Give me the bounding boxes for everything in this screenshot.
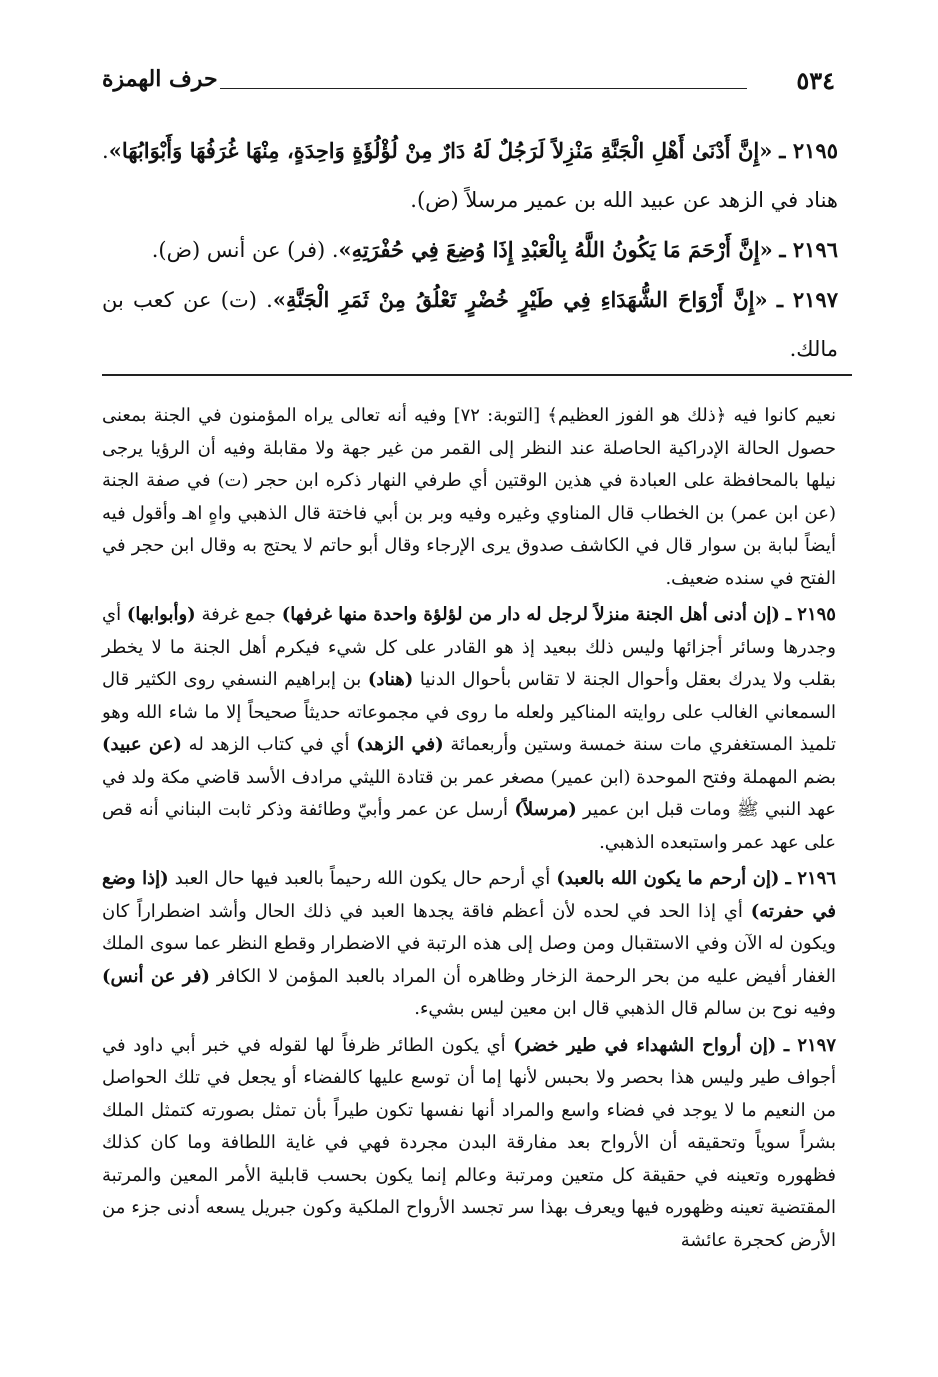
section-separator bbox=[102, 374, 852, 376]
commentary-heading: (إذا وضع في حفرته) bbox=[102, 868, 837, 922]
commentary-text: جمع غرفة bbox=[201, 604, 276, 625]
page-number: ٥٣٤ bbox=[796, 66, 835, 95]
page-header bbox=[102, 66, 835, 100]
hadith-text: «إِنَّ أَدْنَىٰ أَهْلِ الْجَنَّةِ مَنْزِلاً لَرَجُلٌ لَهُ دَارٌ مِنْ لُؤْلُؤَةٍ وَاحِدَةٍ، مِنْهَا غُرَفُهَا وَأَبْوَابُهَا» bbox=[108, 138, 773, 163]
commentary-heading: (إن أرحم ما يكون الله بالعبد) bbox=[556, 868, 780, 889]
hadith-entry bbox=[102, 275, 838, 374]
hadith-source: . (فر) عن أنس (ض). bbox=[151, 238, 339, 262]
commentary-heading: (فر عن أنس) bbox=[102, 965, 210, 987]
commentary-text: أي يكون الطائر ظرفاً لها لقوله في خبر أبي داود في أجواف طير وليس هذا بحصر ولا بحبس لأنها إما أن توسع عليها كالفضاء أو يجعل في تلك الحواصل من النعيم ما لا يوجد في فضاء واسع والمراد أنها نفسها تكون طيراً بأن تمثل بصورته كتمثل الملك بشراً سوياً وتحقيقه أن الأرواح بعد مفارقة البدن مجردة فهي في غاية اللطافة وما كان كذلك فظهوره وتعينه في حقيقة كل متعين ومرتبة وعالم إنما يكون بحسب قابلية الأمر المعين والمرتبة المقتضية تعينه وظهوره فيها ويعرف بهذا سر تجسد الأرواح الملكية وكون جبريل يسعه أدنى جزء من الأرض كحجرة عائشة bbox=[102, 1034, 836, 1251]
commentary-2195 bbox=[102, 599, 836, 859]
commentary-text: أرسل عن عمر وأبيّ وطائفة وذكر ثابت البناني أنه قص على عهد عمر واستبعده الذهبي. bbox=[102, 799, 836, 853]
hadith-number: ٢١٩٦ ـ bbox=[779, 237, 838, 262]
hadith-source: . (ت) عن كعب بن مالك. bbox=[102, 288, 838, 361]
hadith-number: ٢١٩٧ ـ bbox=[776, 287, 838, 312]
commentary-number: ٢١٩٥ ـ bbox=[785, 604, 836, 625]
hadith-text: «إِنَّ أَرْوَاحَ الشُّهَدَاءِ فِي طَيْرٍ خُضْرٍ تَعْلُقُ مِنْ ثَمَرِ الْجَنَّةِ» bbox=[272, 287, 768, 312]
commentary-text: أي وجدرها وسائر أجزائها وليس ذلك ببعيد إذ هو القادر على كل شيء فيكرم أهل الجنة ما لا يخطر بقلب ولا يدرك بعقل وأحوال الجنة لا تقاس بأحوال الدنيا bbox=[102, 604, 836, 690]
chapter-title: حرف الهمزة bbox=[102, 66, 218, 92]
hadith-text: «إِنَّ أَرْحَمَ مَا يَكُونُ اللَّهُ بِالْعَبْدِ إِذَا وُضِعَ فِي حُفْرَتِهِ» bbox=[338, 237, 773, 262]
commentary-2196 bbox=[102, 863, 836, 1026]
commentary-heading: (إن أرواح الشهداء في طير خضر) bbox=[513, 1034, 777, 1056]
hadith-entry bbox=[102, 126, 838, 225]
commentary-heading: (وأبوابها) bbox=[126, 604, 196, 625]
hadith-source: . هناد في الزهد عن عبيد الله بن عمير مرسلاً (ض). bbox=[102, 139, 838, 212]
commentary-heading: (إن أدنى أهل الجنة منزلاً لرجل له دار من لؤلؤة واحدة منها غرفها) bbox=[281, 604, 780, 625]
commentary-text: بضم المهملة وفتح الموحدة (ابن عمير) مصغر عمر بن قتادة الليثي مرادف الأسد قاضي مكة ولد في عهد النبي ﷺ ومات قبل ابن عمير bbox=[102, 766, 836, 820]
hadith-number: ٢١٩٥ ـ bbox=[779, 138, 838, 163]
hadith-text-block bbox=[102, 126, 838, 374]
commentary-2197 bbox=[102, 1030, 836, 1258]
hadith-entry bbox=[102, 225, 838, 275]
commentary-text: أي أرحم حال يكون الله رحيماً بالعبد فيها حال العبد bbox=[174, 868, 551, 889]
commentary-number: ٢١٩٦ ـ bbox=[785, 868, 836, 889]
commentary-text: أي إذا الحد في لحده لأن أعظم فاقة يجدها العبد في ذلك الحال وأشد اضطراراً كان ويكون له الآن وفي الاستقبال ومن وصل إلى هذه الرتبة في الاضطرار وقطع النظر عما سوى الملك الغفار أفيض عليه من بحر الرحمة الزخار وظاهره أن المراد بالعبد المؤمن لا الكافر bbox=[102, 900, 836, 987]
commentary-heading: (هناد) bbox=[367, 669, 414, 690]
commentary-block bbox=[102, 400, 836, 1261]
commentary-text: أي في كتاب الزهد له bbox=[188, 734, 350, 755]
commentary-text: بن إبراهيم النسفي روى الكثير قال السمعاني الغالب على روايته المناكير ولعله ما روى في مجموعاته حديثاً صحيحاً إلا ما شاء الله وهو تلميذ المستغفري مات سنة خمسة وستين وأربعمائة bbox=[102, 669, 837, 755]
commentary-heading: (مرسلاً) bbox=[514, 799, 577, 820]
commentary-intro: نعيم كانوا فيه ﴿ذلك هو الفوز العظيم﴾ [التوبة: ٧٢] وفيه أنه تعالى يراه المؤمنون في الجنة بمعنى حصول الحالة الإدراكية الحاصلة عند النظر إلى القمر من غير جهة ولا مقابلة وفيه أن الرؤيا يرجى نيلها بالمحافظة على العبادة في هذين الوقتين أي طرفي النهار ذكره ابن حجر (ت) في صفة الجنة (عن ابن عمر) بن الخطاب قال المناوي وغيره وفيه وبر بن أبي فاختة قال الذهبي واهٍ اهـ وأقول فيه أيضاً لبابة بن سوار قال في الكاشف صدوق يرى الإرجاء وقال أبو حاتم لا يحتج به وقال ابن حجر في الفتح في سنده ضعيف. bbox=[102, 405, 837, 589]
commentary-heading: (في الزهد) bbox=[356, 734, 444, 755]
commentary-heading: (عن عبيد) bbox=[102, 734, 182, 755]
header-rule bbox=[220, 88, 747, 89]
commentary-number: ٢١٩٧ ـ bbox=[783, 1034, 836, 1056]
commentary-text: وفيه نوح بن سالم قال الذهبي قال ابن معين ليس بشيء. bbox=[414, 998, 836, 1019]
